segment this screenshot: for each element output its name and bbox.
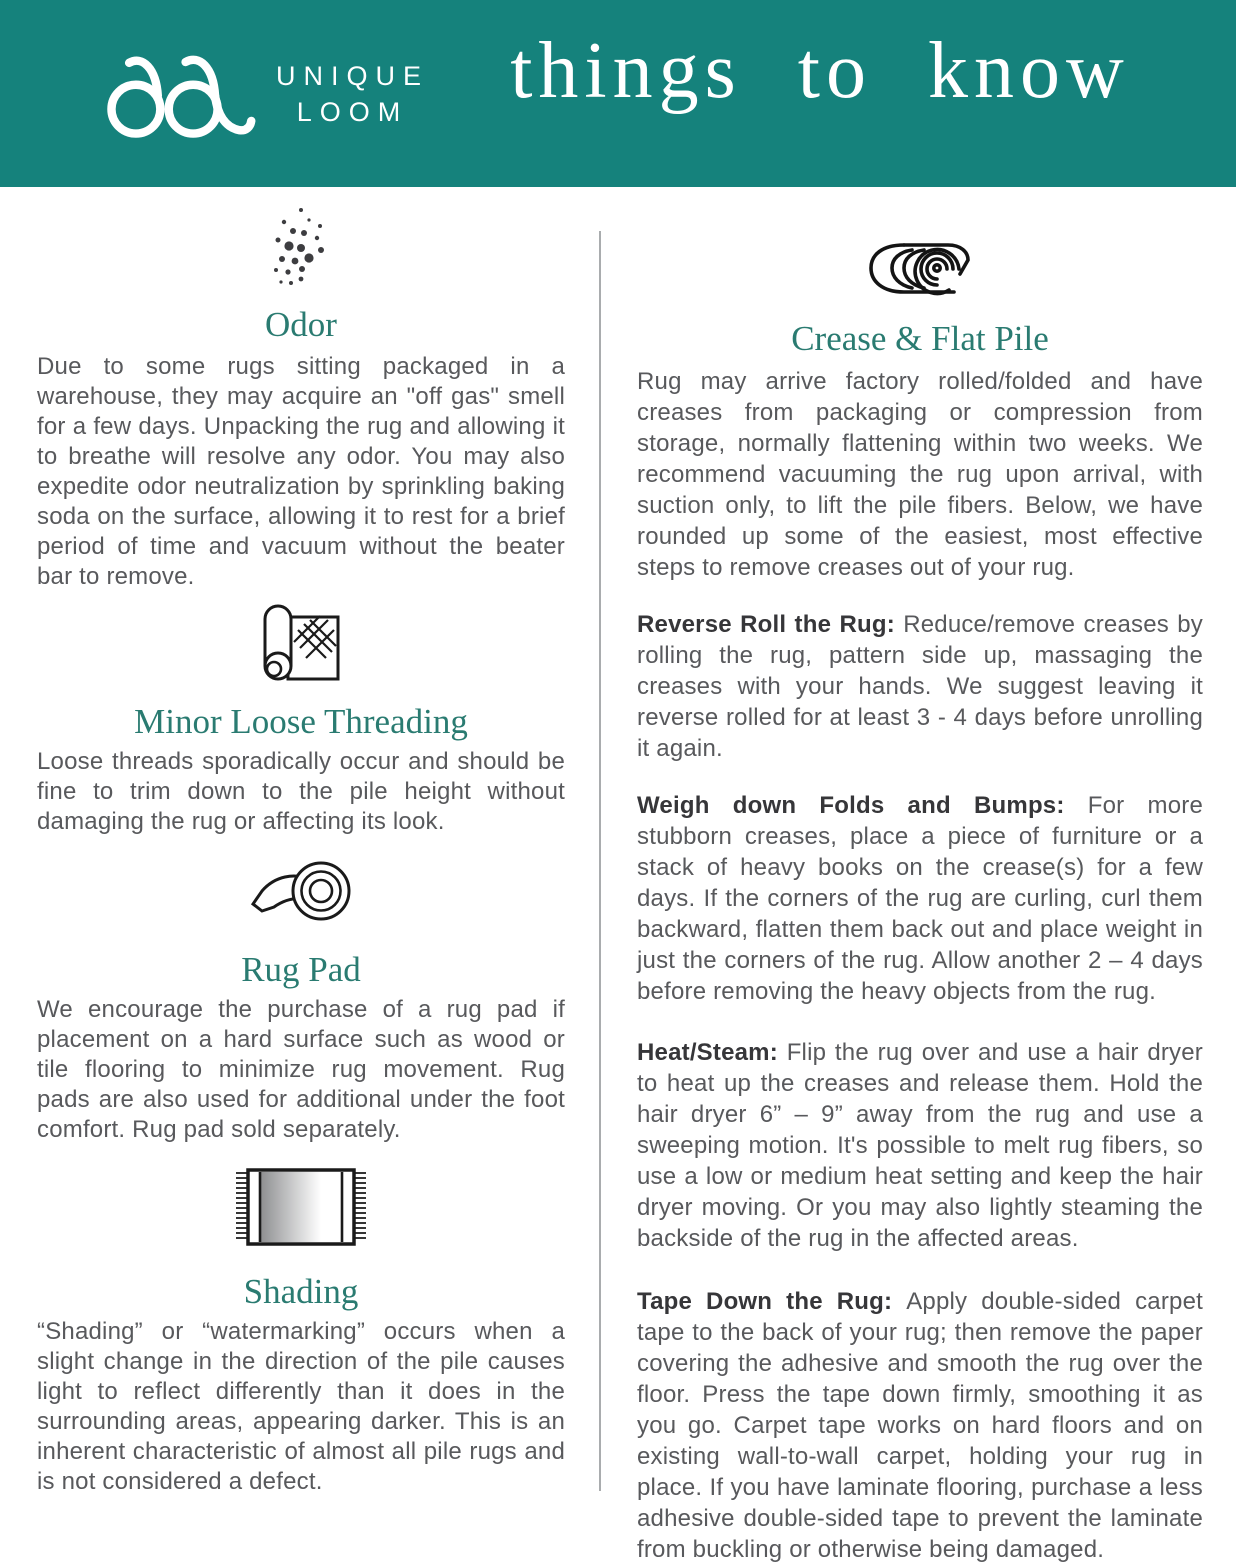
odor-body: Due to some rugs sitting packaged in a warehouse, they may acquire an "off gas" smell for a few days. Unpacking the rug and allowing it to breathe will resolve any odor. You may also expedite odor neutralization by sprinkling baking soda on the surface, allowing it to rest for a brief period of time and vacuum without the beater bar to remove. [37, 353, 565, 590]
shading-heading: Shading [243, 1272, 359, 1311]
rolled-rug-crosshatch-icon [258, 602, 344, 687]
header-banner [0, 0, 1236, 187]
page-title: things to know [510, 27, 1130, 115]
section-odor [37, 205, 565, 592]
tip-heat-steam-label: Heat/Steam: [637, 1039, 787, 1066]
minor-loose-threading-body: Loose threads sporadically occur and should be fine to trim down to the pile height without damaging the rug or affecting its look. [37, 748, 565, 835]
rug-pad-roll-icon [250, 855, 352, 927]
tip-reverse-roll-label: Reverse Roll the Rug: [637, 611, 904, 638]
section-rug-pad [37, 855, 565, 1145]
tip-reverse-roll [637, 609, 1203, 764]
tip-tape-down-body: Apply double-sided carpet tape to the back of your rug; then remove the paper covering the adhesive and smooth the rug over the floor. Press the tape down firmly, smoothing it as you go. Carpet tape works on hard floors and on existing wall-to-wall carpet, holding your rug in place. If you have laminate flooring, purchase a less adhesive double-sided tape to prevent the laminate from buckling or otherwise being damaged. [637, 1288, 1204, 1563]
odor-sprinkle-dots-icon [270, 205, 332, 290]
rug-pad-heading: Rug Pad [241, 950, 361, 989]
unique-loom-glasses-icon [98, 42, 258, 146]
crease-intro: Rug may arrive factory rolled/folded and have creases from packaging or compression from storage, normally flattening within two weeks. We recommend vacuuming the rug upon arrival, with suction only, to lift the pile fibers. Below, we have rounded up some of the easiest, most effective steps to remove creases out of your rug. [637, 368, 1203, 581]
fringed-rug-shading-icon [233, 1167, 369, 1247]
minor-loose-threading-heading: Minor Loose Threading [134, 702, 468, 741]
content-area [0, 187, 1236, 1563]
shading-body: “Shading” or “watermarking” occurs when a slight change in the direction of the pile causes light to reflect differently than it does in the surrounding areas, appearing darker. This is an inherent characteristic of almost all pile rugs and is not considered a defect. [37, 1318, 565, 1495]
tip-heat-steam-body: Flip the rug over and use a hair dryer to heat up the creases and release them. Hold the hair dryer 6” – 9” away from the rug and use a sweeping motion. It's possible to melt rug fibers, so use a low or medium heat setting and keep the hair dryer moving. Or you may also lightly steaming the backside of the rug in the affected areas. [637, 1039, 1203, 1252]
brand-line-unique: UNIQUE [276, 61, 430, 91]
brand-wordmark [276, 58, 429, 130]
odor-heading: Odor [265, 305, 337, 344]
tip-reverse-roll-body: Reduce/remove creases by rolling the rug, pattern side up, massaging the creases with your hands. We suggest leaving it reverse rolled for at least 3 - 4 days before unrolling it again. [637, 611, 1203, 762]
rolled-rug-side-spiral-icon [864, 242, 976, 296]
tip-tape-down [637, 1286, 1203, 1565]
unique-loom-logo [98, 42, 429, 146]
section-shading [37, 1167, 565, 1497]
tip-tape-down-label: Tape Down the Rug: [637, 1288, 907, 1315]
left-column [37, 205, 565, 1497]
column-divider [599, 231, 601, 1491]
crease-flat-pile-heading: Crease & Flat Pile [791, 319, 1049, 358]
tip-weigh-down-body: For more stubborn creases, place a piece of furniture or a stack of heavy books on the crease(s) for a few days. If the corners of the rug are curling, curl them backward, flatten them back out and place weight in just the corners of the rug. Allow another 2 – 4 days before removing the heavy objects from the rug. [637, 792, 1203, 1005]
rug-pad-body: We encourage the purchase of a rug pad if placement on a hard surface such as wood or tile flooring to minimize rug movement. Rug pads are also used for additional under the foot comfort. Rug pad sold separately. [37, 996, 565, 1143]
tip-heat-steam [637, 1037, 1203, 1254]
tip-weigh-down [637, 790, 1203, 1007]
section-minor-loose-threading [37, 602, 565, 837]
right-column [637, 217, 1203, 1565]
brand-line-loom: LOOM [296, 97, 409, 127]
tip-weigh-down-label: Weigh down Folds and Bumps: [637, 792, 1088, 819]
